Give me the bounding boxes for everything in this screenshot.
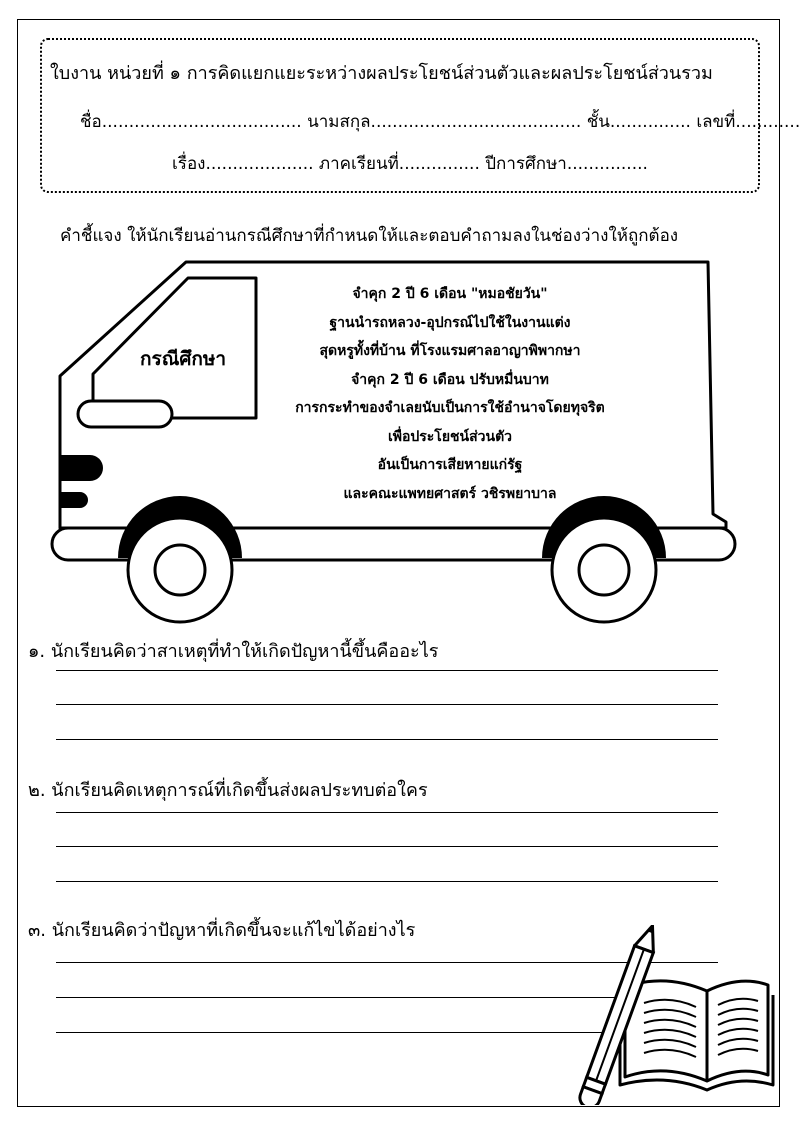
answer-line[interactable]	[56, 846, 718, 847]
case-line: ฐานนำรถหลวง-อุปกรณ์ไปใช้ในงานแต่ง	[329, 314, 571, 331]
case-line: อันเป็นการเสียหายแก่รัฐ	[377, 457, 523, 473]
case-line: สุดหรูทั้งที่บ้าน ที่โรงแรมศาลอาญาพิพากษา	[319, 343, 581, 359]
case-line: และคณะแพทยศาสตร์ วชิรพยาบาล	[343, 485, 557, 502]
answer-line[interactable]	[56, 881, 718, 882]
case-line: จำคุก 2 ปี 6 เดือน "หมอชัยวัน"	[352, 286, 548, 302]
question-2: ๒. นักเรียนคิดเหตุการณ์ที่เกิดขึ้นส่งผลประทบต่อใคร	[28, 780, 428, 801]
topic-term-fields: เรื่อง.................... ภาคเรียนที่............... ปีการศึกษา...............	[172, 154, 648, 174]
answer-line[interactable]	[56, 704, 718, 705]
case-study-label: กรณีศึกษา	[140, 348, 227, 370]
pencil-book-illustration	[570, 925, 780, 1105]
case-line: การกระทำของจำเลยนับเป็นการใช้อำนาจโดยทุจริต	[295, 400, 605, 416]
student-name-fields: ชื่อ..................................... นามสกุล....................................... ชั้น............... เลขที่............	[80, 112, 800, 132]
question-1: ๑. นักเรียนคิดว่าสาเหตุที่ทำให้เกิดปัญหานี้ขึ้นคืออะไร	[28, 641, 439, 662]
question-3: ๓. นักเรียนคิดว่าปัญหาที่เกิดขึ้นจะแก้ไขได้อย่างไร	[28, 920, 416, 941]
case-line: จำคุก 2 ปี 6 เดือน ปรับหมื่นบาท	[351, 371, 549, 388]
instructions: คำชี้แจง ให้นักเรียนอ่านกรณีศึกษาที่กำหนดให้และตอบคำถามลงในช่องว่างให้ถูกต้อง	[60, 226, 679, 246]
case-line: เพื่อประโยชน์ส่วนตัว	[387, 428, 513, 445]
worksheet-title: ใบงาน หน่วยที่ ๑ การคิดแยกแยะระหว่างผลประโยชน์ส่วนตัวและผลประโยชน์ส่วนรวม	[50, 63, 713, 84]
answer-line[interactable]	[56, 739, 718, 740]
answer-line[interactable]	[56, 670, 718, 671]
case-study-text	[270, 280, 630, 508]
open-book-icon	[620, 981, 773, 1090]
answer-line[interactable]	[56, 812, 718, 813]
